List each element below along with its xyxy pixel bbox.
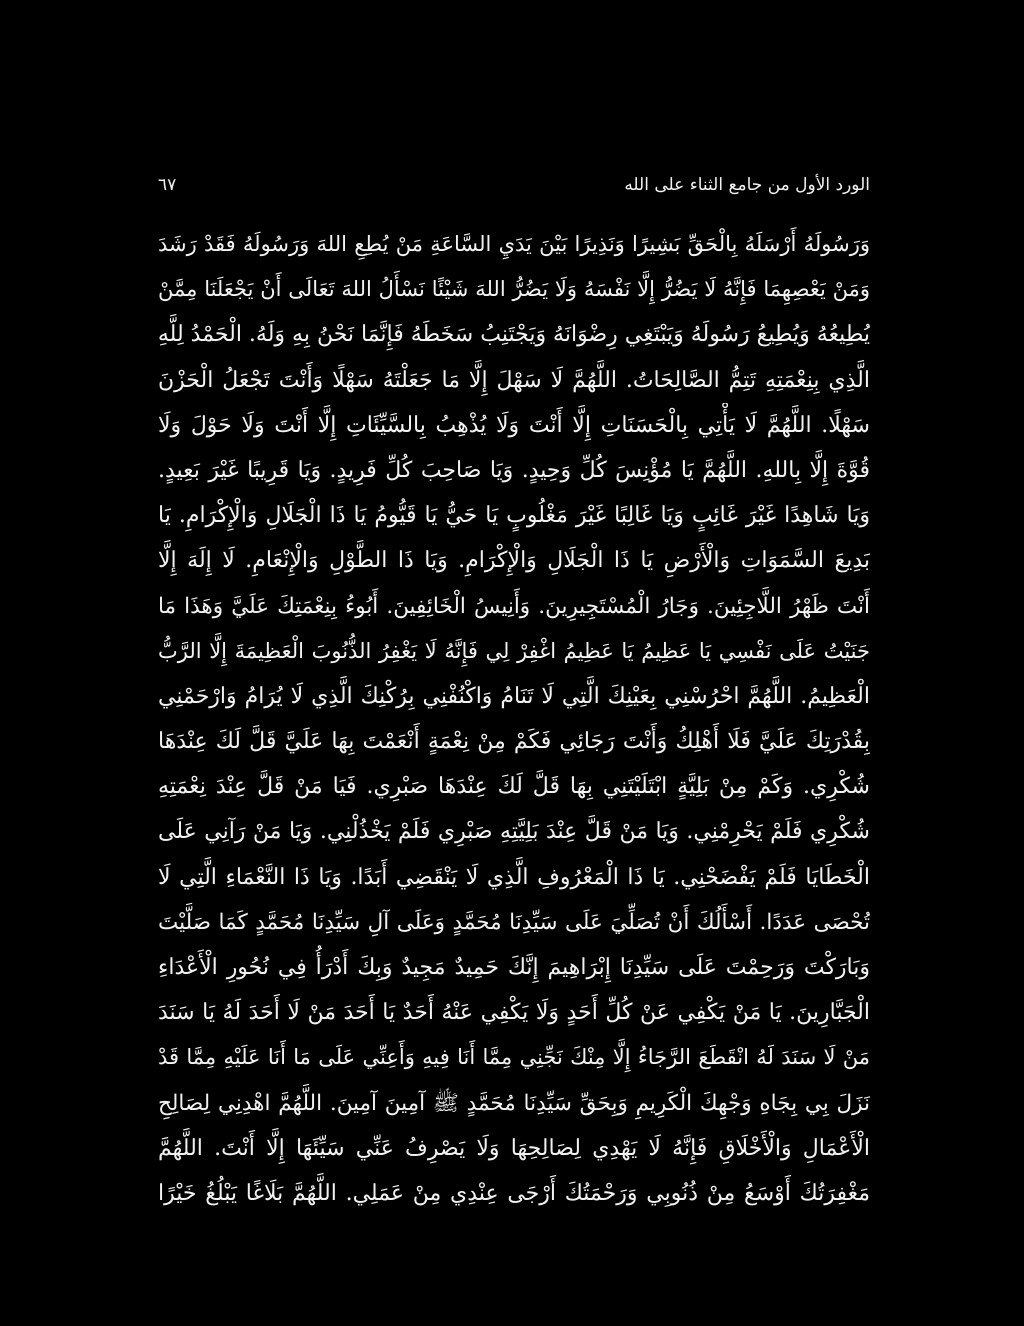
text-line: أَنْتَ ظَهْرُ اللَّاجِئِينَ. وَجَارُ الْمُسْتَجِيرِينَ. وَأَنِيسُ الْخَائِفِينَ. أَبُوءُ بِنِعْمَتِكَ عَلَيَّ وَهَذَا مَا — [158, 593, 870, 619]
text-line: بَدِيعَ السَّمَوَاتِ وَالْأَرْضِ يَا ذَا الْجَلَالِ وَالْإِكْرَامِ. وَيَا ذَا الطَّوْلِ وَالْإِنْعَامِ. لَا إِلَهَ إِلَّا — [158, 548, 870, 574]
running-header — [158, 170, 870, 200]
text-line: مَنْ لَا سَنَدَ لَهُ انْقَطَعَ الرَّجَاءُ إِلَّا مِنْكَ نَجِّنِي مِمَّا أَنَا فِيهِ وَأَعِنِّي عَلَى مَا أَنَا عَلَيْهِ مِمَّا قَدْ — [158, 1045, 870, 1070]
text-line: الْخَطَايَا فَلَمْ يَفْضَحْنِي. يَا ذَا الْمَعْرُوفِ الَّذِي لَا يَنْقَضِي أَبَدًا. وَيَا ذَا النَّعْمَاءِ الَّتِي لَا — [158, 864, 870, 890]
text-line: الْجَبَّارِينَ. يَا مَنْ يَكْفِي عَنْ كُلِّ أَحَدٍ وَلَا يَكْفِي عَنْهُ أَحَدٌ يَا أَحَدَ مَنْ لَا أَحَدَ لَهُ يَا سَنَدَ — [158, 1000, 870, 1026]
text-line: يُطِيعُهُ وَيُطِيعُ رَسُولَهُ وَيَبْتَغِي رِضْوَانَهُ وَيَجْتَنِبُ سَخَطَهُ فَإِنَّمَا نَحْنُ بِهِ وَلَهُ. الْحَمْدُ لِلَّهِ — [158, 322, 870, 348]
text-line: بِقُدْرَتِكَ عَلَيَّ فَلَا أَهْلِكُ وَأَنْتَ رَجَائِي فَكَمْ مِنْ نِعْمَةٍ أَنْعَمْتَ بِهَا عَلَيَّ قَلَّ لَكَ عِنْدَهَا — [158, 729, 870, 755]
page-number: ٦٧ — [158, 175, 177, 195]
text-line: الْعَظِيمُ. اللَّهُمَّ احْرُسْنِي بِعَيْنِكَ الَّتِي لَا تَنَامُ وَاكْنُفْنِي بِرُكْنِكَ الَّذِي لَا يُرَامُ وَارْحَمْنِي — [158, 683, 870, 709]
text-line: جَنَيْتُ عَلَى نَفْسِي يَا عَظِيمُ يَا عَظِيمُ اغْفِرْ لِي فَإِنَّهُ لَا يَغْفِرُ الذُّنُوبَ الْعَظِيمَةَ إِلَّا الرَّبُّ — [158, 638, 870, 663]
text-line: قُوَّةَ إِلَّا بِاللهِ. اللَّهُمَّ يَا مُؤْنِسَ كُلِّ وَحِيدٍ. وَيَا صَاحِبَ كُلِّ فَرِيدٍ. وَيَا قَرِيبًا غَيْرَ بَعِيدٍ. — [158, 457, 870, 483]
header-title: الورد الأول من جامع الثناء على الله — [624, 175, 870, 195]
text-line: تُحْصَى عَدَدًا. أَسْأَلُكَ أَنْ تُصَلِّيَ عَلَى سَيِّدِنَا مُحَمَّدٍ وَعَلَى آلِ سَيِّدِنَا مُحَمَّدٍ كَمَا صَلَّيْتَ — [158, 909, 870, 935]
text-line: شُكْرِي فَلَمْ يَحْرِمْنِي. وَيَا مَنْ قَلَّ عِنْدَ بَلِيَّتِهِ صَبْرِي فَلَمْ يَخْذُلْنِي. وَيَا مَنْ رَآنِي عَلَى — [158, 819, 870, 845]
text-line: سَهْلًا. اللَّهُمَّ لَا يَأْتِي بِالْحَسَنَاتِ إِلَّا أَنْتَ وَلَا يُذْهِبُ بِالسَّيِّئَاتِ إِلَّا أَنْتَ وَلَا حَوْلَ وَلَا — [158, 412, 870, 438]
text-line: نَزَلَ بِي بِجَاهِ وَجْهِكَ الْكَرِيمِ وَبِحَقِّ سَيِّدِنَا مُحَمَّدٍ ﷺ آمِينَ آمِينَ. اللَّهُمَّ اهْدِنِي لِصَالِحِ — [158, 1090, 870, 1116]
body-text — [158, 222, 870, 1216]
text-line: شُكْرِي. وَكَمْ مِنْ بَلِيَّةٍ ابْتَلَيْتَنِي بِهَا قَلَّ لَكَ عِنْدَهَا صَبْرِي. فَيَا مَنْ قَلَّ عِنْدَ نِعْمَتِهِ — [158, 774, 870, 800]
text-line: وَيَا شَاهِدًا غَيْرَ غَائِبٍ وَيَا غَالِبًا غَيْرَ مَغْلُوبٍ يَا حَيُّ يَا قَيُّومُ يَا ذَا الْجَلَالِ وَالْإِكْرَامِ. يَا — [158, 503, 870, 529]
text-line: وَرَسُولَهُ أَرْسَلَهُ بِالْحَقِّ بَشِيرًا وَنَذِيرًا بَيْنَ يَدَيِ السَّاعَةِ مَنْ يُطِعِ اللهَ وَرَسُولَهُ فَقَدْ رَشَدَ — [158, 232, 870, 256]
text-line: وَمَنْ يَعْصِهِمَا فَإِنَّهُ لَا يَضُرُّ إِلَّا نَفْسَهُ وَلَا يَضُرُّ اللهَ شَيْئًا نَسْأَلُ اللهَ تَعَالَى أَنْ يَجْعَلَنَا مِمَّنْ — [158, 277, 870, 302]
text-line: وَبَارَكْتَ وَرَحِمْتَ عَلَى سَيِّدِنَا إِبْرَاهِيمَ إِنَّكَ حَمِيدٌ مَجِيدٌ وَبِكَ أَدْرَأُ فِي نُحُورِ الْأَعْدَاءِ — [158, 955, 870, 980]
text-line: الَّذِي بِنِعْمَتِهِ تَتِمُّ الصَّالِحَاتُ. اللَّهُمَّ لَا سَهْلَ إِلَّا مَا جَعَلْتَهُ سَهْلًا وَأَنْتَ تَجْعَلُ الْحَزْنَ — [158, 367, 870, 393]
text-line: مَغْفِرَتُكَ أَوْسَعُ مِنْ ذُنُوبِي وَرَحْمَتُكَ أَرْجَى عِنْدِي مِنْ عَمَلِي. اللَّهُمَّ بَلَاغًا يَبْلُغُ خَيْرًا — [158, 1180, 870, 1206]
text-line: الْأَعْمَالِ وَالْأَخْلَاقِ فَإِنَّهُ لَا يَهْدِي لِصَالِحِهَا وَلَا يَصْرِفُ عَنِّي سَيِّئَهَا إِلَّا أَنْتَ. اللَّهُمَّ — [158, 1135, 870, 1161]
